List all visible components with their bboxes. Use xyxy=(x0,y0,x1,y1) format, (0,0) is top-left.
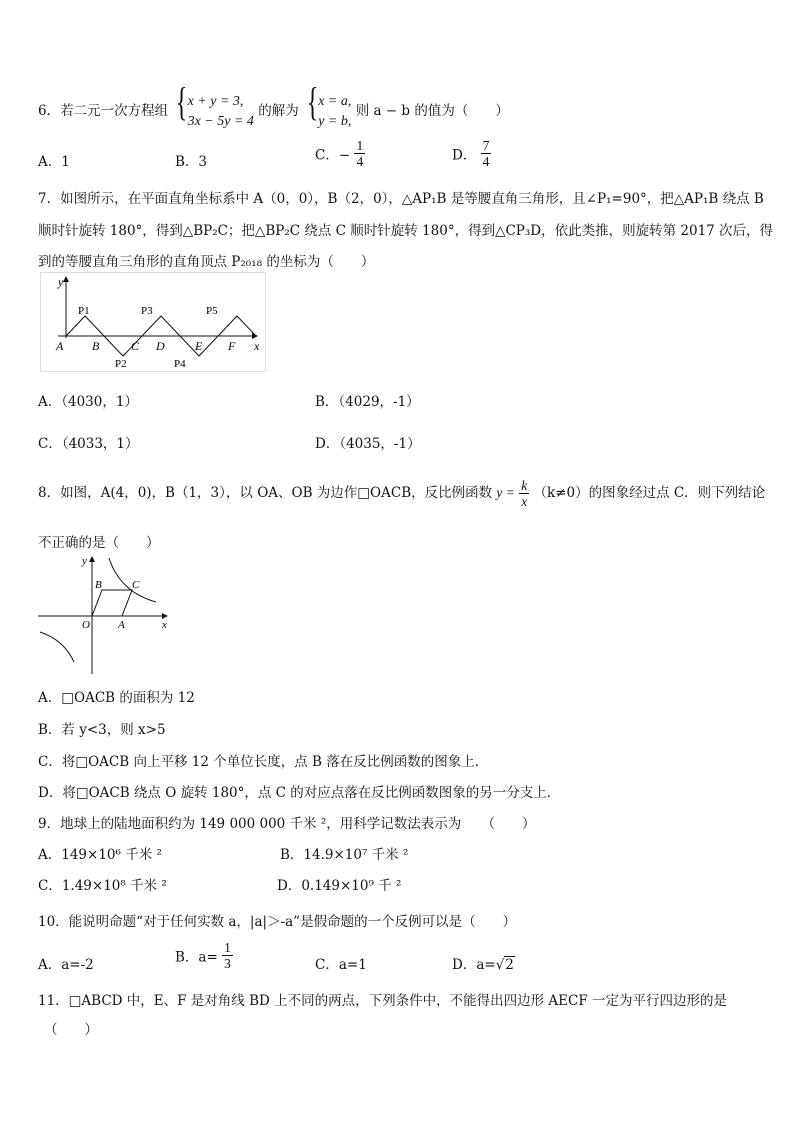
q8-line-1-suffix: （k≠0）的图象经过点 C．则下列结论 xyxy=(533,485,766,501)
y-axis-label: y xyxy=(58,275,64,289)
y-axis-arrow xyxy=(89,556,95,562)
q7-option-c: C．（4033，1） xyxy=(38,436,139,452)
q7-option-b: B．（4029，-1） xyxy=(315,394,420,410)
y-axis-label: y xyxy=(82,555,87,567)
q6-eq-2: 3x − 5y = 4 xyxy=(187,113,254,129)
q8-line-2: 不正确的是（ ） xyxy=(38,535,160,551)
sqrt-radicand: 2 xyxy=(505,957,514,973)
q6-system-2 xyxy=(318,92,351,132)
peak-P1: P1 xyxy=(78,305,90,317)
denominator: 4 xyxy=(356,154,364,169)
q6-option-b xyxy=(175,150,207,170)
x-axis-label: x xyxy=(162,619,167,631)
numerator: 1 xyxy=(356,138,364,153)
q10-option-d-label: D．a= xyxy=(452,957,496,973)
peak-P3: P3 xyxy=(141,305,153,317)
q9-stem: 9．地球上的陆地面积约为 149 000 000 千米 ²，用科学记数法表示为 （ ） xyxy=(38,816,536,832)
q8-option-c: C．将□OACB 向上平移 12 个单位长度，点 B 落在反比例函数的图象上． xyxy=(38,754,489,770)
q6-sol-2: y = b, xyxy=(318,113,352,129)
point-A: A xyxy=(56,339,64,353)
parallelogram-OACB xyxy=(92,590,132,616)
q10-option-c xyxy=(315,953,367,973)
q6-option-d-fraction xyxy=(481,138,492,169)
q10-stem: 10．能说明命题“对于任何实数 a，|a|＞-a”是假命题的一个反例可以是（ ） xyxy=(38,914,517,930)
q6-option-a xyxy=(38,150,70,170)
q7-line-1: 7．如图所示，在平面直角坐标系中 A（0，0），B（2，0），△AP₁B 是等腰直角三角形，且∠P₁=90°，把△AP₁B 绕点 B xyxy=(38,191,764,207)
hyperbola-branch-2 xyxy=(40,632,74,662)
q6-option-c-label: C．− xyxy=(315,147,351,164)
q10-option-c-label: C．a=1 xyxy=(315,957,367,973)
left-brace: { xyxy=(306,79,319,124)
q6-option-c-fraction xyxy=(354,138,365,169)
valley-P2: P2 xyxy=(115,358,127,370)
q8-hyperbola-figure xyxy=(36,552,172,676)
q6-option-d xyxy=(452,138,491,169)
q8-option-b: B．若 y<3，则 x>5 xyxy=(38,722,166,738)
valley-P4: P4 xyxy=(174,358,186,370)
q6-prefix: 6．若二元一次方程组 xyxy=(38,103,169,119)
point-F: F xyxy=(228,339,236,353)
q10-option-b xyxy=(175,940,233,971)
numerator: k xyxy=(521,478,528,493)
q6-option-d-label: D． xyxy=(452,147,477,164)
q6-option-a-label: A．1 xyxy=(38,154,70,170)
q7-option-d: D．（4035，-1） xyxy=(315,436,421,452)
q10-option-b-label: B．a= xyxy=(175,949,218,966)
q6-eq-1: x + y = 3, xyxy=(187,93,244,109)
point-C: C xyxy=(132,579,140,591)
q6-suffix: 则 a − b 的值为（ ） xyxy=(355,103,509,119)
q10-option-a xyxy=(38,953,94,973)
q6-option-c xyxy=(315,138,365,169)
point-B: B xyxy=(92,339,100,353)
q7-zigzag-figure xyxy=(40,272,266,372)
point-D: D xyxy=(156,339,165,353)
q7-line-2: 顺时针旋转 180°，得到△BP₂C；把△BP₂C 绕点 C 顺时针旋转 180°，得到△CP₃D，依此类推，则旋转第 2017 次后，得 xyxy=(38,223,774,239)
q7-line-3: 到的等腰直角三角形的直角顶点 P₂₀₁₈ 的坐标为（ ） xyxy=(38,254,375,270)
q9-option-b: B．14.9×10⁷ 千米 ² xyxy=(280,847,409,863)
point-B: B xyxy=(95,579,102,591)
numerator: 7 xyxy=(482,138,490,153)
q10-option-d xyxy=(452,953,515,973)
q6-middle: 的解为 xyxy=(258,103,299,119)
q11-line-2: （ ） xyxy=(44,1022,98,1038)
sqrt-icon: √ xyxy=(495,957,505,973)
q6-sol-1: x = a, xyxy=(318,93,352,109)
q10-option-a-label: A．a=-2 xyxy=(38,957,94,973)
q10-option-b-fraction xyxy=(222,940,233,971)
point-A: A xyxy=(118,619,125,631)
denominator: 3 xyxy=(224,956,231,971)
point-C: C xyxy=(131,339,140,353)
q6-option-b-label: B．3 xyxy=(175,154,208,170)
question-6 xyxy=(38,79,509,130)
peak-P5: P5 xyxy=(206,305,218,317)
point-E: E xyxy=(195,339,203,353)
q8-function-lhs: y = xyxy=(496,485,515,500)
q8-line-1-text: 8．如图，A(4，0)，B（1，3），以 OA、OB 为边作□OACB，反比例函数 xyxy=(38,485,493,501)
q9-option-d: D．0.149×10⁹ 千 ² xyxy=(277,878,402,894)
point-O: O xyxy=(82,619,90,631)
left-brace: { xyxy=(176,79,188,124)
q6-system-1 xyxy=(188,92,254,132)
numerator: 1 xyxy=(224,940,231,955)
q8-option-d: D．将□OACB 绕点 O 旋转 180°，点 C 的对应点落在反比例函数图象的另一分支上． xyxy=(38,785,561,801)
denominator: x xyxy=(521,494,528,509)
q9-option-a: A．149×10⁶ 千米 ² xyxy=(38,847,162,863)
q9-option-c: C．1.49×10⁸ 千米 ² xyxy=(38,878,167,894)
q8-line-1 xyxy=(38,474,765,512)
q11-line-1: 11．□ABCD 中，E、F 是对角线 BD 上不同的两点，下列条件中，不能得出四边形 AECF 一定为平行四边形的是 xyxy=(38,993,728,1009)
q8-function-fraction xyxy=(519,478,529,509)
x-axis-label: x xyxy=(254,339,260,353)
q8-option-a: A．□OACB 的面积为 12 xyxy=(38,690,195,706)
denominator: 4 xyxy=(482,154,490,169)
q7-option-a: A．（4030，1） xyxy=(38,394,138,410)
y-axis-arrow xyxy=(63,276,69,282)
